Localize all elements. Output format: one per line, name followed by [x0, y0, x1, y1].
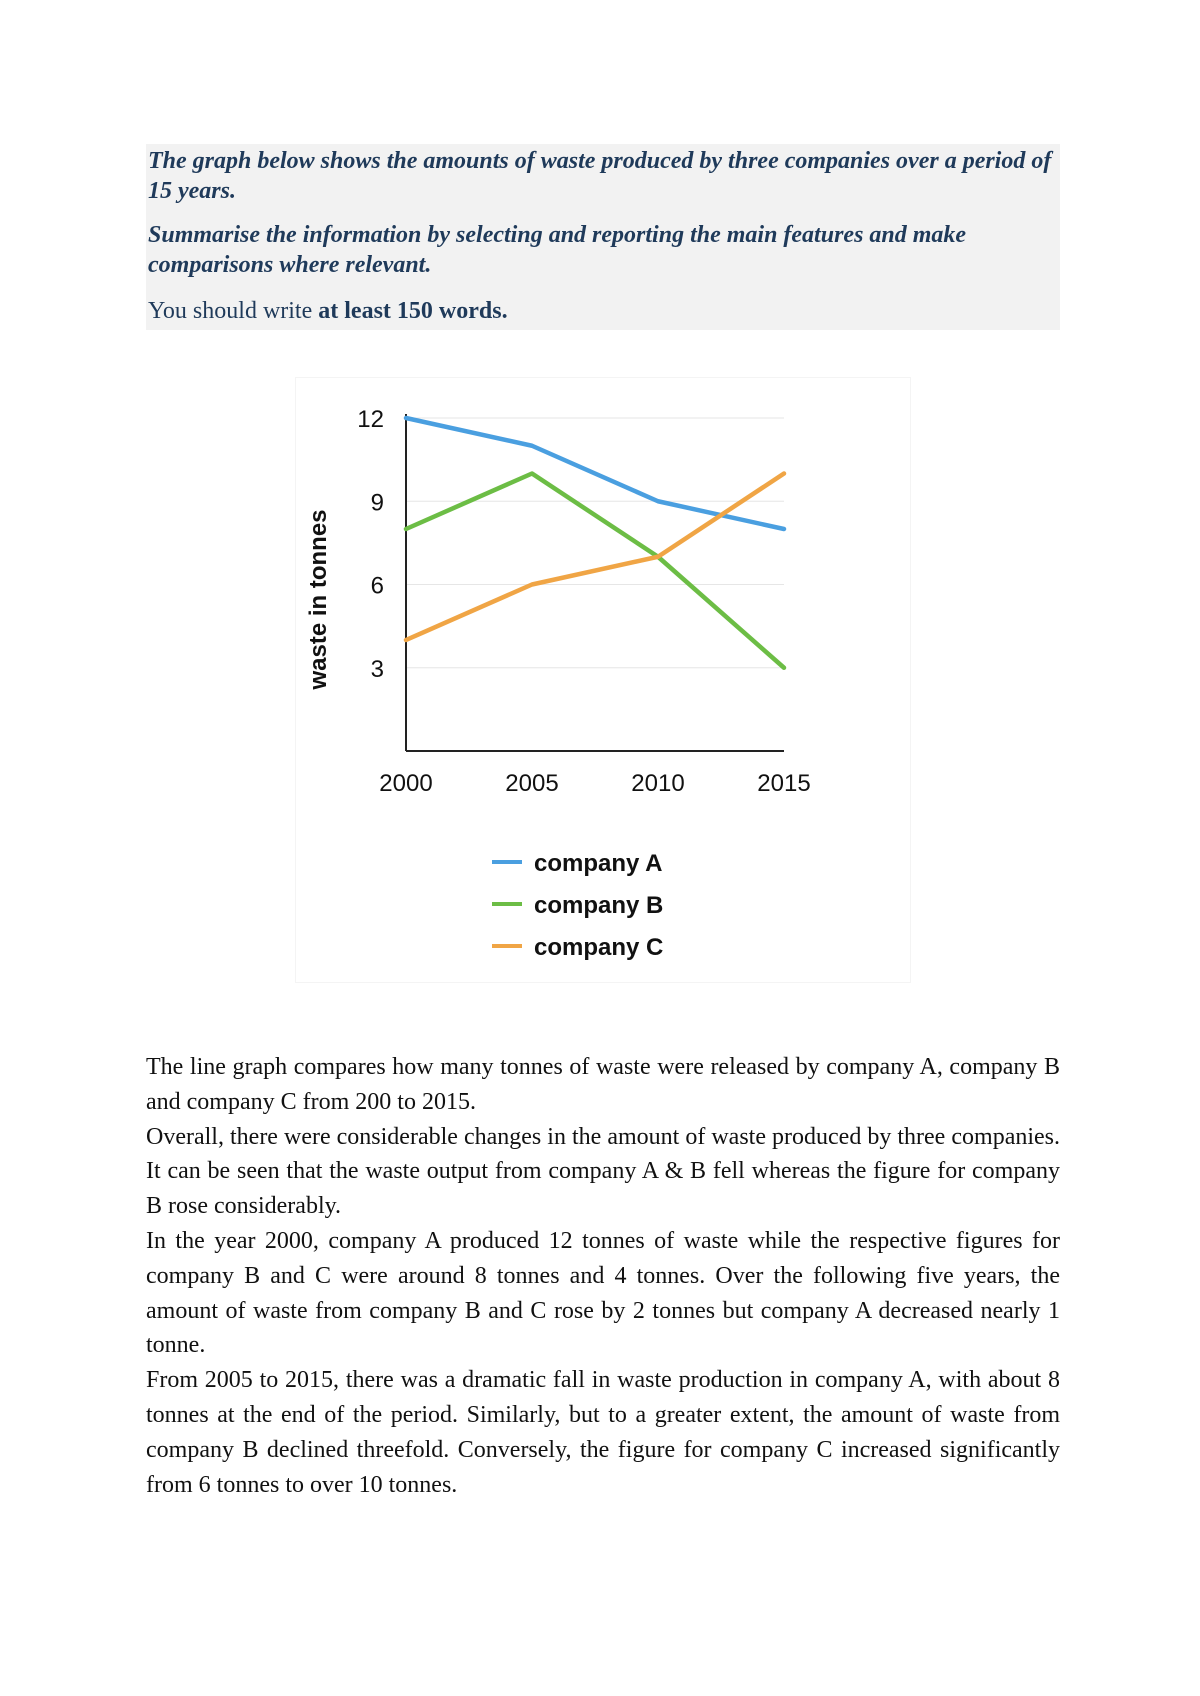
line-chart — [296, 378, 910, 982]
task-description: The graph below shows the amounts of waste produced by three companies over a period of 15 years. — [148, 148, 1052, 204]
x-tick-label-1: 2000 — [379, 770, 433, 797]
word-count-prefix: You should write — [148, 298, 319, 324]
y-tick-label-1: 3 — [370, 655, 384, 683]
essay-paragraph-3: In the year 2000, company A produced 12 tonnes of waste while the respective figures for company B and C were around 8 tonnes and 4 tonnes. Over the following five years, the amount of waste from company B and C rose by 2 tonnes but company A decreased nearly 1 tonne. — [146, 1227, 1060, 1359]
y-tick-label-3: 9 — [370, 489, 384, 517]
y-axis-label: waste in tonnes — [305, 509, 332, 690]
essay-paragraph-2: Overall, there were considerable changes in the amount of waste produced by three companies. It can be seen that the waste output from company A & B fell whereas the figure for company B rose considerably. — [146, 1123, 1060, 1220]
task-instruction: Summarise the information by selecting and reporting the main features and make comparisons where relevant. — [148, 222, 967, 278]
x-tick-label-3: 2010 — [631, 770, 685, 797]
essay-body — [146, 1050, 1060, 1502]
word-count-value: at least 150 words. — [318, 298, 508, 324]
y-tick-label-2: 6 — [370, 572, 384, 600]
task-prompt-box — [146, 144, 1060, 330]
legend-label-1: company A — [534, 850, 663, 877]
chart-canvas — [296, 378, 910, 982]
y-tick-label-4: 12 — [357, 406, 384, 433]
legend-label-3: company C — [534, 934, 664, 961]
x-tick-label-4: 2015 — [757, 770, 811, 797]
word-count-requirement — [148, 296, 1056, 326]
essay-paragraph-1: The line graph compares how many tonnes of waste were released by company A, company B and company C from 200 to 2015. — [146, 1054, 1060, 1115]
legend-label-2: company B — [534, 892, 664, 919]
x-tick-label-2: 2005 — [505, 770, 559, 797]
essay-paragraph-4: From 2005 to 2015, there was a dramatic fall in waste production in company A, with about 8 tonnes at the end of the period. Similarly, but to a greater extent, the amount of waste from company B declined threefold. Conversely, the figure for company C increased significantly from 6 tonnes to over 10 tonnes. — [146, 1367, 1060, 1498]
